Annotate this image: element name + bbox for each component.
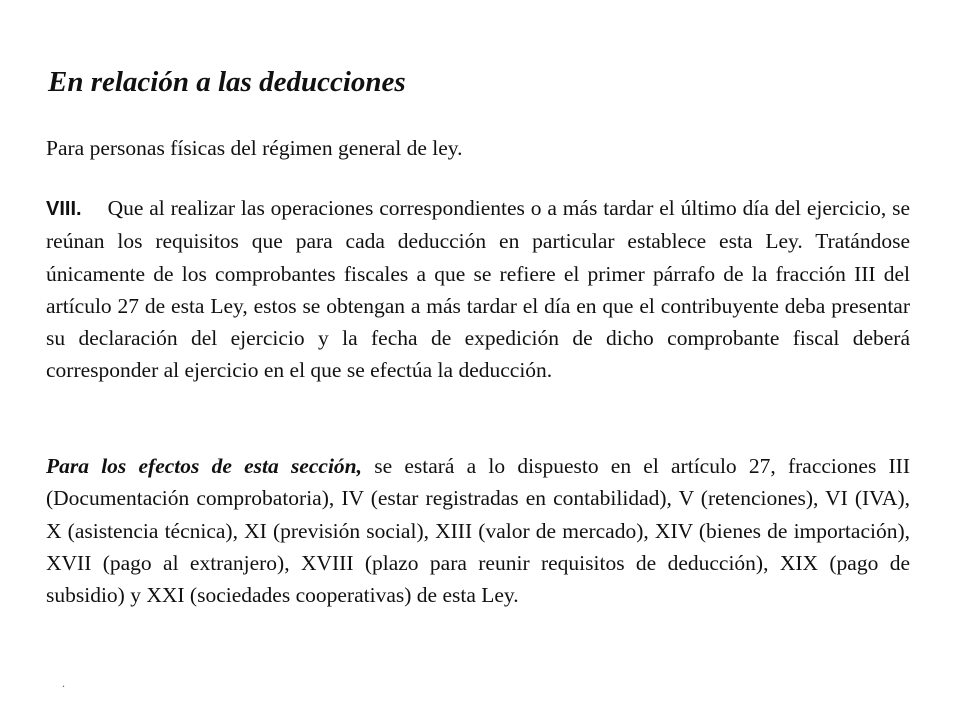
paragraph-viii-text: Que al realizar las operaciones correspondientes o a más tardar el último día del ejercicio, se reúnan los requisitos que para cada deducción en particular establece esta Ley. Tratándose únicamente de los comprobantes fiscales a que se refiere el primer párrafo de la fracción III del artículo 27 de esta Ley, estos se obtengan a más tardar el día en que el contribuyente deba presentar su declaración del ejercicio y la fecha de expedición de dicho comprobante fiscal deberá corresponder al ejercicio en el que se efectúa la deducción. <box>46 196 910 383</box>
footer-mark: . <box>62 676 65 690</box>
paragraph-efectos <box>46 450 910 611</box>
page-title: En relación a las deducciones <box>48 66 406 98</box>
paragraph-lead: Para los efectos de esta sección, <box>46 454 362 478</box>
paragraph-efectos-text: se estará a lo dispuesto en el artículo 27, fracciones III (Documentación comprobatoria), IV (estar registradas en contabilidad), V (retenciones), VI (IVA), X (asistencia técnica), XI (previsión social), XIII (valor de mercado), XIV (bienes de importación), XVII (pago al extranjero), XVIII (plazo para reunir requisitos de deducción), XIX (pago de subsidio) y XXI (sociedades cooperativas) de esta Ley. <box>46 454 910 608</box>
section-number: VIII. <box>46 198 82 220</box>
subtitle: Para personas físicas del régimen general de ley. <box>46 136 463 160</box>
paragraph-viii <box>46 192 910 387</box>
